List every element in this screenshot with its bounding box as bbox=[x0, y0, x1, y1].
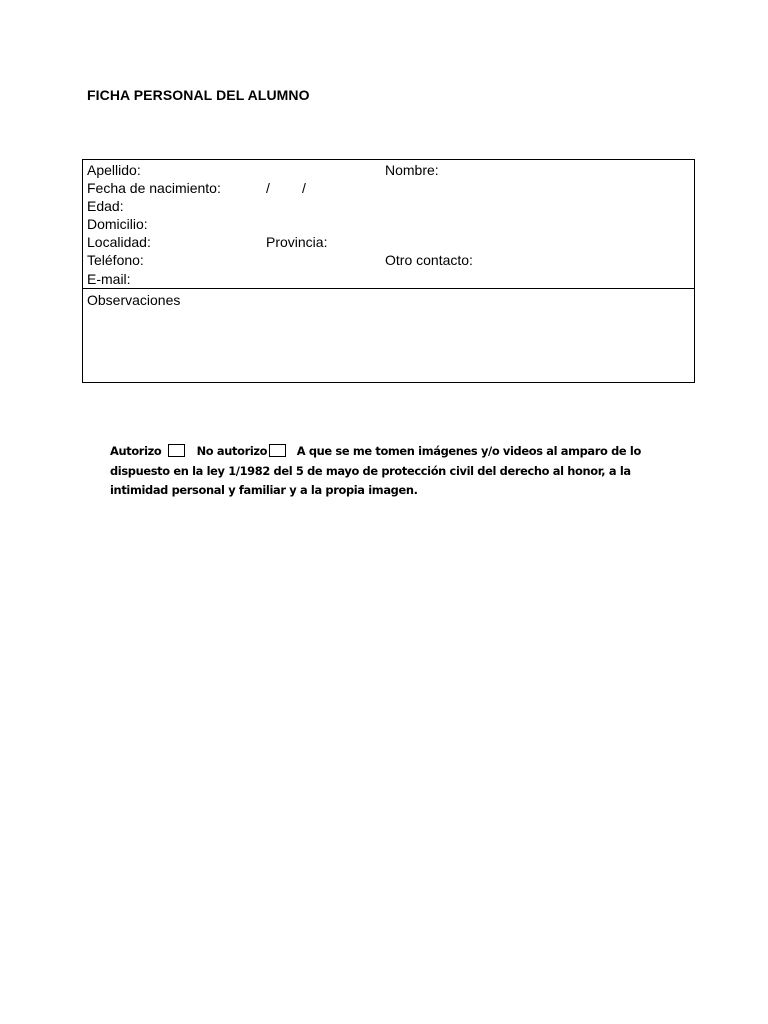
no-autorizo-checkbox[interactable] bbox=[269, 444, 286, 457]
fecha-nacimiento-label: Fecha de nacimiento: bbox=[87, 180, 221, 196]
date-separator-1: / bbox=[266, 180, 270, 196]
no-autorizo-label: No autorizo bbox=[196, 444, 268, 458]
student-info-form bbox=[82, 159, 695, 383]
image-consent-section bbox=[110, 442, 650, 501]
otro-contacto-label: Otro contacto: bbox=[385, 252, 473, 268]
consent-text-line-3: intimidad personal y familiar y a la propia imagen. bbox=[110, 483, 418, 497]
email-label: E-mail: bbox=[87, 271, 131, 287]
date-separator-2: / bbox=[302, 180, 306, 196]
consent-text-line-2: dispuesto en la ley 1/1982 del 5 de mayo de protección civil del derecho al honor, a la bbox=[110, 463, 631, 478]
edad-label: Edad: bbox=[87, 198, 124, 214]
localidad-label: Localidad: bbox=[87, 234, 151, 250]
autorizo-checkbox[interactable] bbox=[168, 444, 185, 457]
consent-line-1 bbox=[110, 442, 650, 462]
observaciones-label: Observaciones bbox=[87, 292, 181, 308]
nombre-label: Nombre: bbox=[385, 162, 439, 178]
observaciones-divider bbox=[83, 288, 694, 289]
provincia-label: Provincia: bbox=[266, 234, 328, 250]
document-title: FICHA PERSONAL DEL ALUMNO bbox=[87, 87, 310, 103]
domicilio-label: Domicilio: bbox=[87, 216, 148, 232]
telefono-label: Teléfono: bbox=[87, 252, 144, 268]
consent-text-line-1: A que se me tomen imágenes y/o videos al amparo de lo bbox=[296, 444, 641, 458]
apellido-label: Apellido: bbox=[87, 162, 141, 178]
autorizo-label: Autorizo bbox=[110, 444, 162, 458]
